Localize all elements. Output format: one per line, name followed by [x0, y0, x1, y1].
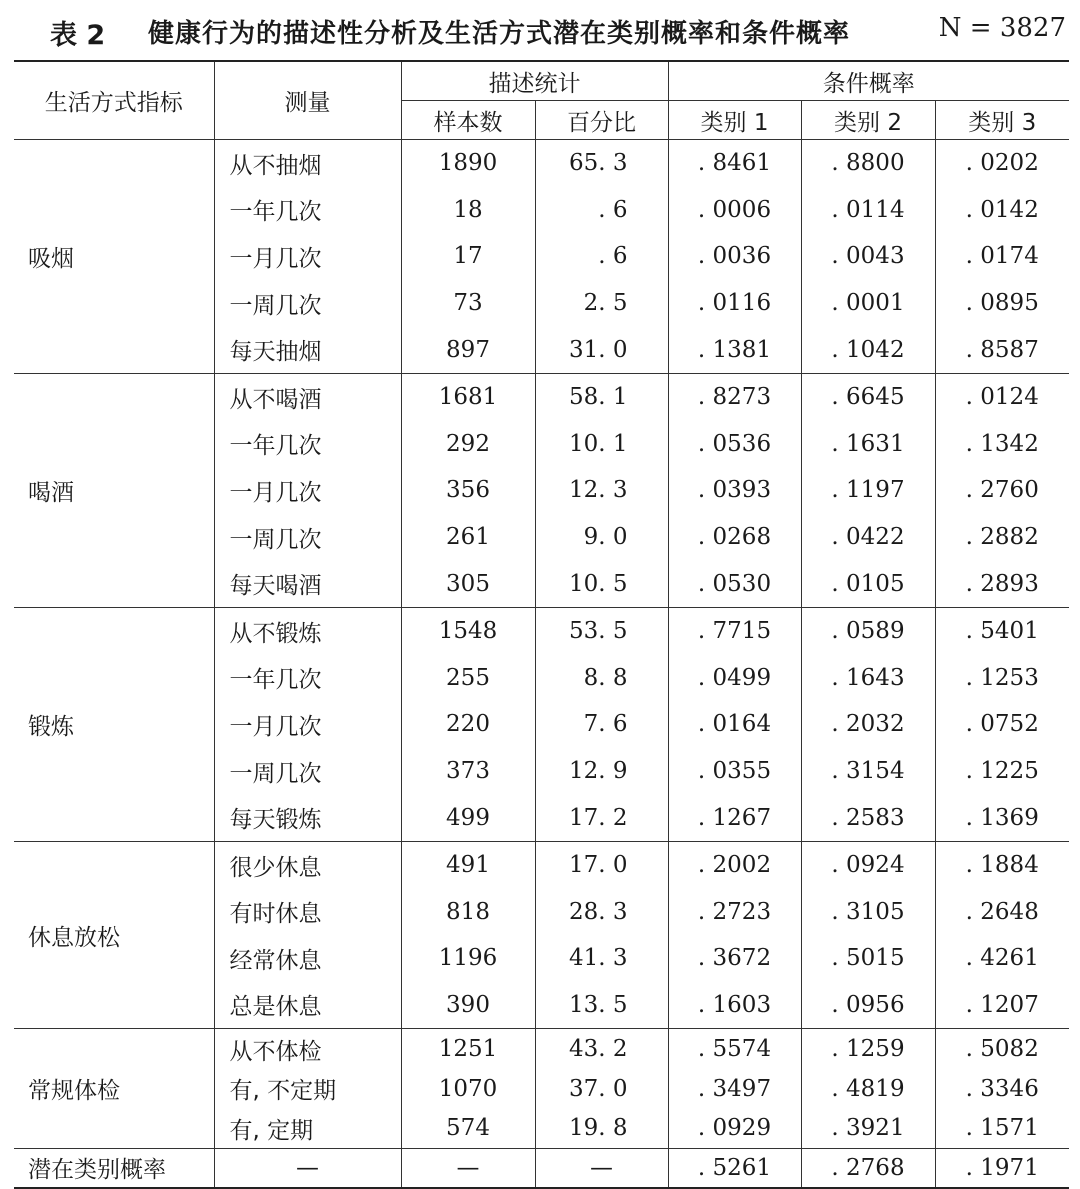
class-1-cell: . 0536 — [668, 421, 801, 468]
class-1-cell: . 0530 — [668, 560, 801, 607]
measure-cell: 一年几次 — [214, 187, 401, 234]
table-row — [14, 841, 1069, 888]
measure-cell: 总是休息 — [214, 982, 401, 1029]
measure-cell: 有, 不定期 — [214, 1069, 401, 1109]
class-2-cell: . 2583 — [801, 794, 935, 841]
class-3-cell: . 8587 — [965, 336, 1039, 363]
header-indicator: 生活方式指标 — [14, 61, 214, 140]
table-row — [14, 140, 1069, 187]
class-1-cell: . 5574 — [668, 1029, 801, 1069]
percent-cell: 10. 5 — [535, 560, 668, 607]
class-2-cell: . 5015 — [801, 935, 935, 982]
percent-cell: 8. 8 — [535, 655, 668, 702]
count-cell: 18 — [401, 187, 535, 234]
measure-cell: 每天锻炼 — [214, 794, 401, 841]
percent-cell: 10. 1 — [535, 421, 668, 468]
header-measure: 测量 — [214, 61, 401, 140]
class-1-cell: . 0929 — [668, 1108, 801, 1148]
count-cell: 1070 — [401, 1069, 535, 1109]
class-2-cell: . 0001 — [801, 280, 935, 327]
percent-cell: 9. 0 — [535, 514, 668, 561]
class-3-cell: . 0752 — [965, 711, 1039, 738]
class-3-cell: . 1225 — [965, 758, 1039, 785]
class-1-cell: . 8461 — [668, 140, 801, 187]
measure-cell: 从不锻炼 — [214, 607, 401, 654]
header-class-2: 类别 2 — [801, 101, 935, 140]
measure-cell: 一周几次 — [214, 280, 401, 327]
class-1-cell: . 2723 — [668, 889, 801, 936]
count-cell: 1681 — [401, 373, 535, 420]
class-1-cell: . 2002 — [668, 841, 801, 888]
header-percent: 百分比 — [535, 101, 668, 140]
class-3-cell: . 3346 — [965, 1075, 1039, 1102]
class-1-cell: . 0164 — [668, 701, 801, 748]
count-cell: 1890 — [401, 140, 535, 187]
class-1-cell: . 7715 — [668, 607, 801, 654]
count-cell: 818 — [401, 889, 535, 936]
class-1-cell: . 0355 — [668, 748, 801, 795]
measure-cell: 一月几次 — [214, 467, 401, 514]
class-1-cell: . 0006 — [668, 187, 801, 234]
class-2-cell: . 3921 — [801, 1108, 935, 1148]
latent-class-3-cell: . 1971 — [935, 1148, 1069, 1188]
percent-cell: . 6 — [535, 233, 668, 280]
class-2-cell: . 1042 — [801, 326, 935, 373]
table-row — [14, 373, 1069, 420]
table-caption — [0, 0, 1080, 62]
class-2-cell: . 2032 — [801, 701, 935, 748]
class-1-cell: . 0268 — [668, 514, 801, 561]
percent-cell: 41. 3 — [535, 935, 668, 982]
count-cell: 897 — [401, 326, 535, 373]
measure-cell: 每天喝酒 — [214, 560, 401, 607]
count-cell: 261 — [401, 514, 535, 561]
count-cell: 305 — [401, 560, 535, 607]
header-count: 样本数 — [401, 101, 535, 140]
count-cell: 491 — [401, 841, 535, 888]
group-label: 锻炼 — [14, 607, 214, 841]
class-1-cell: . 8273 — [668, 373, 801, 420]
group-label: 喝酒 — [14, 373, 214, 607]
measure-cell: 从不喝酒 — [214, 373, 401, 420]
measure-cell: 一年几次 — [214, 655, 401, 702]
percent-cell: 58. 1 — [535, 373, 668, 420]
class-2-cell: . 4819 — [801, 1069, 935, 1109]
measure-cell: 有, 定期 — [214, 1108, 401, 1148]
percent-cell: 43. 2 — [535, 1029, 668, 1069]
group-label: 常规体检 — [14, 1029, 214, 1149]
percent-cell: 7. 6 — [535, 701, 668, 748]
latent-row — [14, 1148, 1069, 1188]
percent-cell: 2. 5 — [535, 280, 668, 327]
count-cell: 220 — [401, 701, 535, 748]
percent-cell: 31. 0 — [535, 326, 668, 373]
class-3-cell: . 0895 — [965, 290, 1039, 317]
class-2-cell: . 0114 — [801, 187, 935, 234]
class-1-cell: . 1603 — [668, 982, 801, 1029]
class-3-cell: . 2648 — [965, 898, 1039, 925]
class-2-cell: . 0422 — [801, 514, 935, 561]
latent-count-cell: — — [401, 1148, 535, 1188]
class-3-cell: . 1342 — [965, 430, 1039, 457]
measure-cell: 一月几次 — [214, 233, 401, 280]
measure-cell: 从不抽烟 — [214, 140, 401, 187]
class-3-cell: . 1884 — [935, 841, 1069, 888]
class-2-cell: . 0956 — [801, 982, 935, 1029]
measure-cell: 一月几次 — [214, 701, 401, 748]
class-2-cell: . 3154 — [801, 748, 935, 795]
class-1-cell: . 3497 — [668, 1069, 801, 1109]
data-table — [14, 60, 1069, 1189]
class-3-cell: . 1253 — [965, 664, 1039, 691]
count-cell: 1548 — [401, 607, 535, 654]
group-label: 休息放松 — [14, 841, 214, 1028]
measure-cell: 一周几次 — [214, 748, 401, 795]
table-row — [14, 1029, 1069, 1069]
class-3-cell: . 0124 — [935, 373, 1069, 420]
class-2-cell: . 0924 — [801, 841, 935, 888]
latent-measure-cell: — — [214, 1148, 401, 1188]
class-3-cell: . 5401 — [935, 607, 1069, 654]
class-2-cell: . 0105 — [801, 560, 935, 607]
class-3-cell: . 0142 — [965, 196, 1039, 223]
count-cell: 17 — [401, 233, 535, 280]
percent-cell: 19. 8 — [535, 1108, 668, 1148]
class-2-cell: . 1259 — [801, 1029, 935, 1069]
count-cell: 499 — [401, 794, 535, 841]
percent-cell: 12. 3 — [535, 467, 668, 514]
class-3-cell: . 5082 — [935, 1029, 1069, 1069]
count-cell: 73 — [401, 280, 535, 327]
measure-cell: 经常休息 — [214, 935, 401, 982]
measure-cell: 有时休息 — [214, 889, 401, 936]
class-1-cell: . 0499 — [668, 655, 801, 702]
sample-size: N = 3827 — [938, 13, 1066, 43]
table-row — [14, 607, 1069, 654]
latent-percent-cell: — — [535, 1148, 668, 1188]
measure-cell: 从不体检 — [214, 1029, 401, 1069]
measure-cell: 一周几次 — [214, 514, 401, 561]
percent-cell: 37. 0 — [535, 1069, 668, 1109]
class-3-cell: . 0202 — [965, 150, 1039, 177]
class-1-cell: . 1267 — [668, 794, 801, 841]
header-descriptive: 描述统计 — [401, 61, 668, 101]
measure-cell: 很少休息 — [214, 841, 401, 888]
count-cell: 356 — [401, 467, 535, 514]
table-body — [14, 140, 1069, 1188]
percent-cell: . 6 — [535, 187, 668, 234]
count-cell: 255 — [401, 655, 535, 702]
class-2-cell: . 8800 — [801, 140, 935, 187]
class-3-cell: . 4261 — [965, 945, 1039, 972]
percent-cell: 53. 5 — [535, 607, 668, 654]
count-cell: 292 — [401, 421, 535, 468]
class-2-cell: . 1197 — [801, 467, 935, 514]
header-conditional: 条件概率 — [668, 61, 1069, 101]
latent-label: 潜在类别概率 — [14, 1148, 214, 1188]
latent-class-2-cell: . 2768 — [801, 1148, 935, 1188]
class-2-cell: . 3105 — [801, 889, 935, 936]
class-1-cell: . 0393 — [668, 467, 801, 514]
class-3-cell: . 1571 — [965, 1115, 1039, 1142]
class-3-cell: . 1369 — [965, 804, 1039, 831]
percent-cell: 12. 9 — [535, 748, 668, 795]
class-1-cell: . 0036 — [668, 233, 801, 280]
class-3-cell: . 2882 — [965, 524, 1039, 551]
measure-cell: 每天抽烟 — [214, 326, 401, 373]
percent-cell: 28. 3 — [535, 889, 668, 936]
count-cell: 1196 — [401, 935, 535, 982]
latent-class-1-cell: . 5261 — [668, 1148, 801, 1188]
percent-cell: 17. 2 — [535, 794, 668, 841]
count-cell: 574 — [401, 1108, 535, 1148]
count-cell: 1251 — [401, 1029, 535, 1069]
count-cell: 373 — [401, 748, 535, 795]
class-1-cell: . 3672 — [668, 935, 801, 982]
count-cell: 390 — [401, 982, 535, 1029]
class-1-cell: . 0116 — [668, 280, 801, 327]
table-title: 健康行为的描述性分析及生活方式潜在类别概率和条件概率 — [148, 19, 851, 49]
percent-cell: 13. 5 — [535, 982, 668, 1029]
class-1-cell: . 1381 — [668, 326, 801, 373]
percent-cell: 65. 3 — [535, 140, 668, 187]
table-number: 表 2 — [50, 20, 106, 51]
class-2-cell: . 1631 — [801, 421, 935, 468]
measure-cell: 一年几次 — [214, 421, 401, 468]
header-class-1: 类别 1 — [668, 101, 801, 140]
header-class-3: 类别 3 — [935, 101, 1069, 140]
class-2-cell: . 6645 — [801, 373, 935, 420]
class-2-cell: . 0589 — [801, 607, 935, 654]
class-3-cell: . 2760 — [965, 477, 1039, 504]
class-2-cell: . 0043 — [801, 233, 935, 280]
percent-cell: 17. 0 — [535, 841, 668, 888]
class-3-cell: . 0174 — [965, 243, 1039, 270]
group-label: 吸烟 — [14, 140, 214, 374]
class-2-cell: . 1643 — [801, 655, 935, 702]
class-3-cell: . 1207 — [965, 991, 1039, 1018]
class-3-cell: . 2893 — [965, 570, 1039, 597]
